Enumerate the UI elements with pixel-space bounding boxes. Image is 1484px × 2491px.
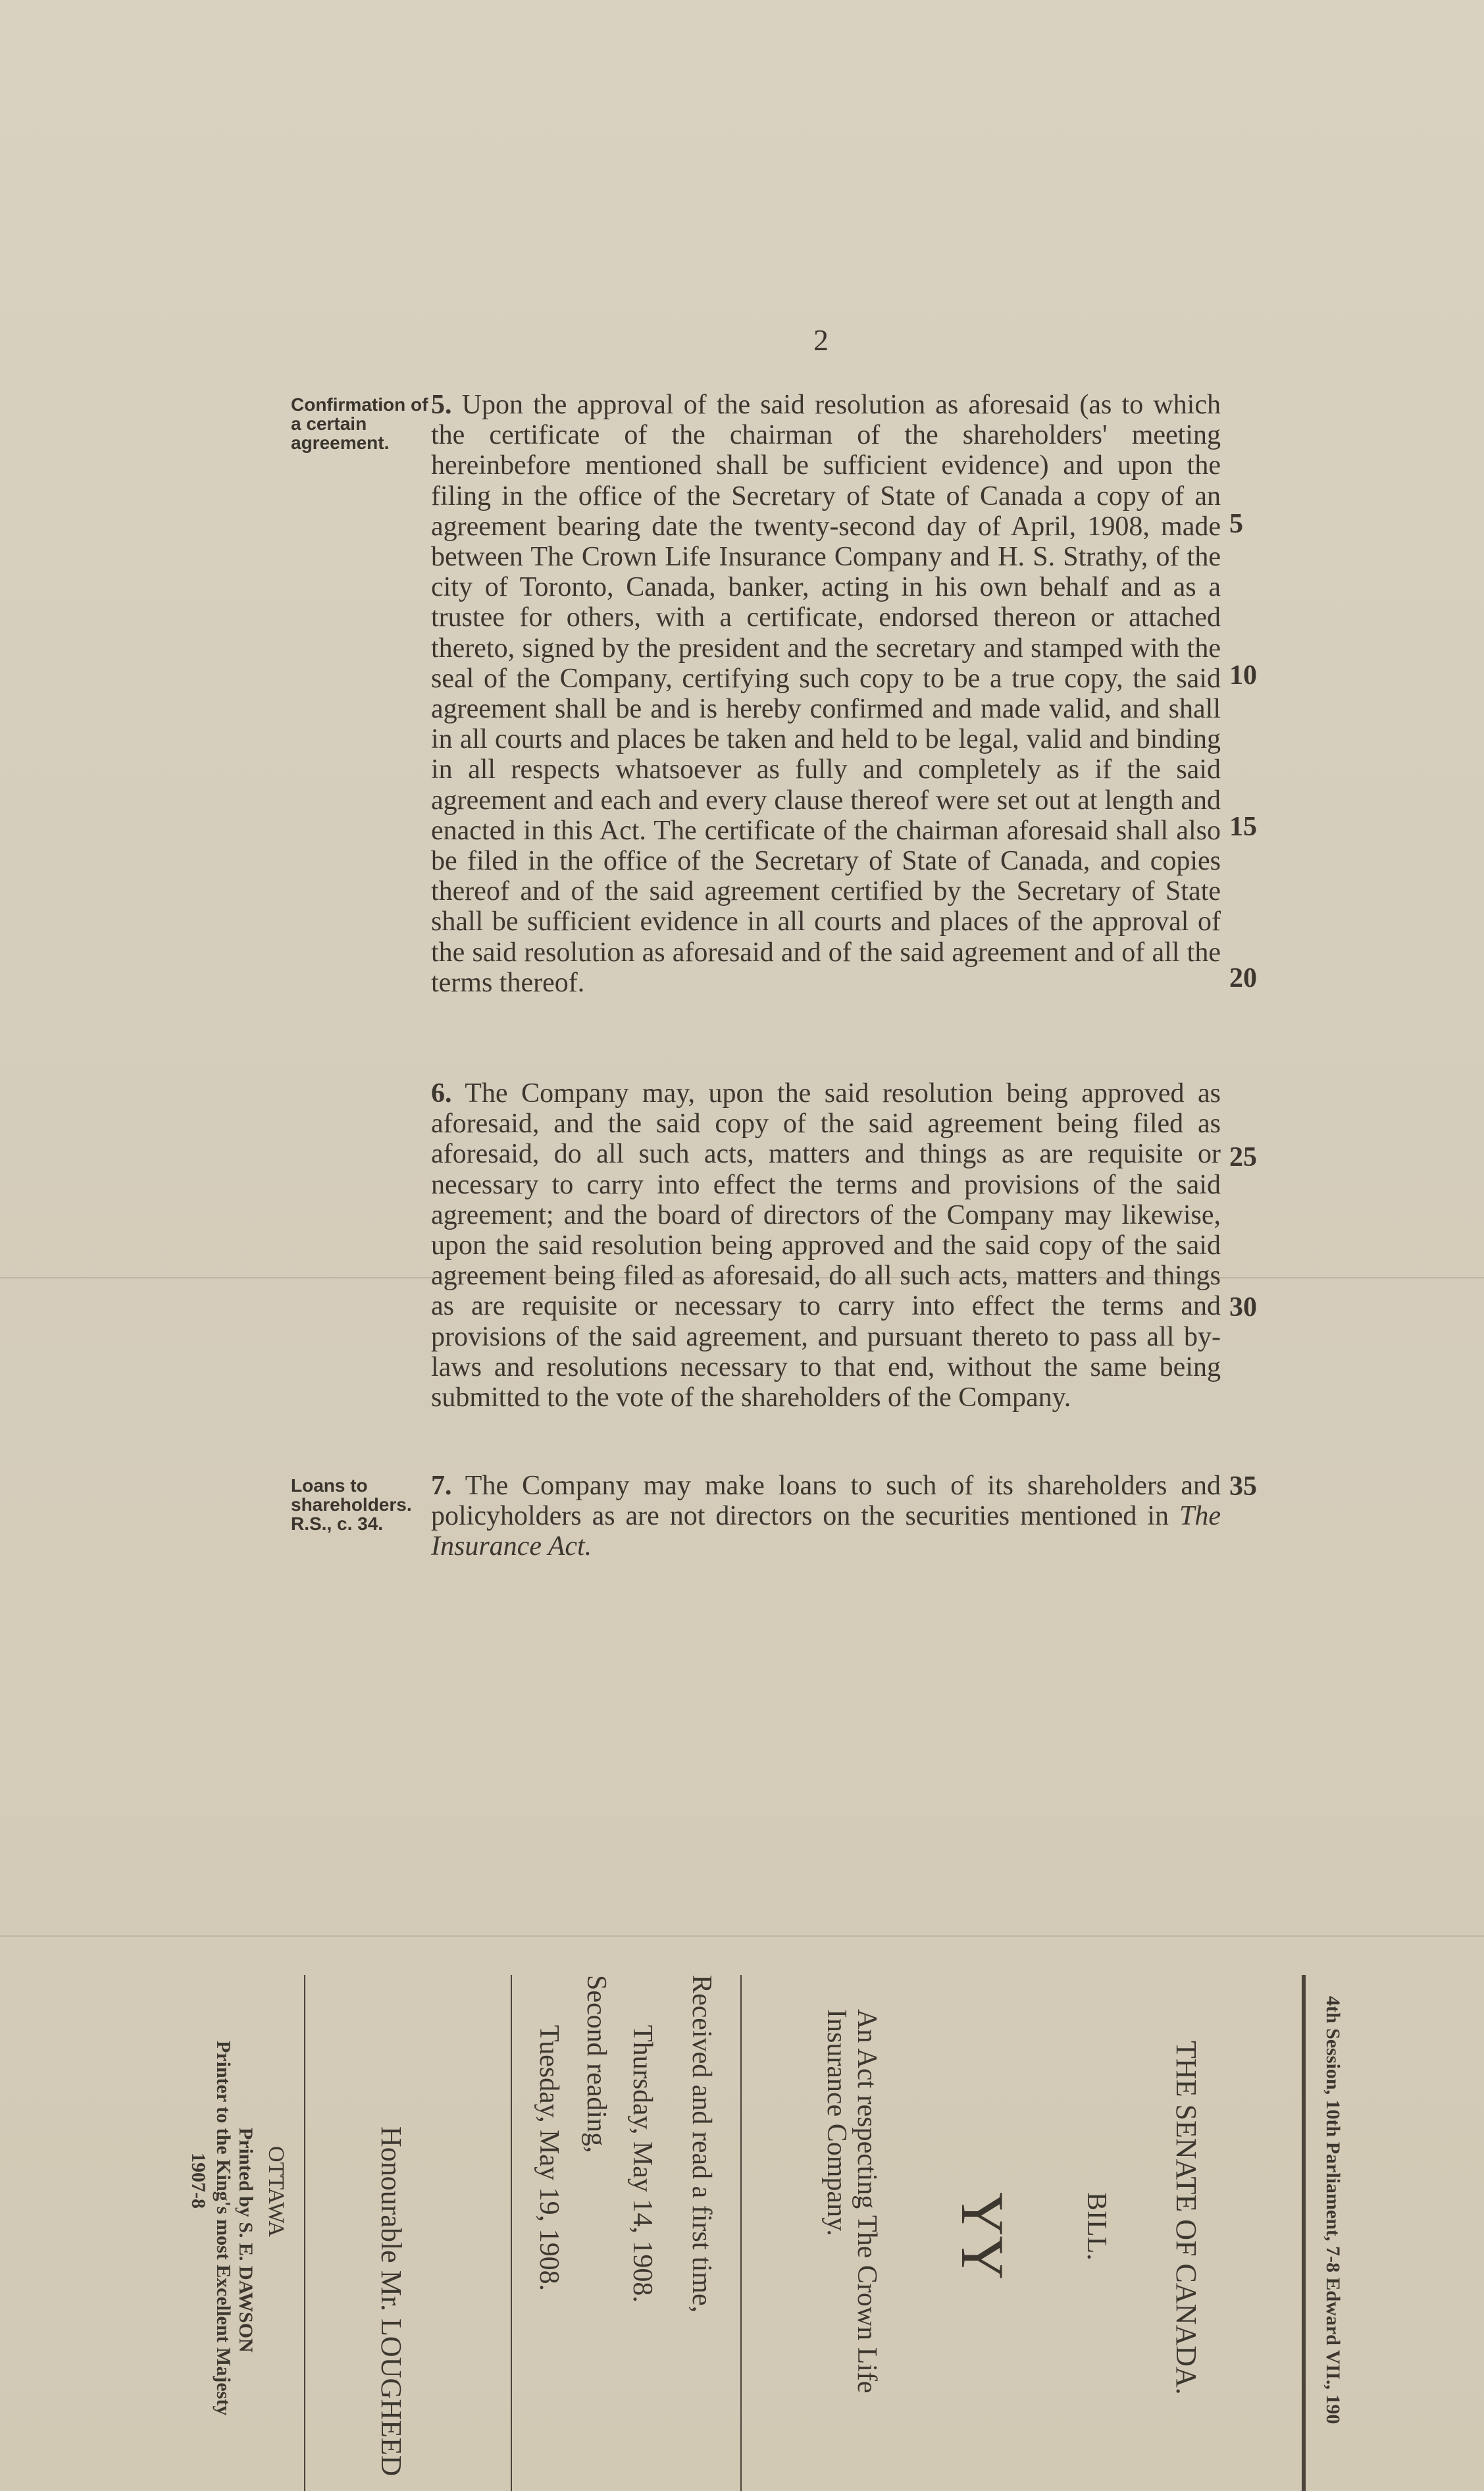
line-number: 30	[1229, 1292, 1257, 1323]
line-number: 10	[1229, 660, 1257, 691]
margin-note-confirmation: Confirmation of a certain agreement.	[291, 394, 428, 453]
line-number: 20	[1229, 963, 1257, 993]
cover-bill-letter: YY	[949, 2192, 1016, 2280]
section-text: The Company may, upon the said resolution being approved as aforesaid, and the said copy of the said agreement being filed as aforesaid, do all such acts, matters and things as are requisite or necessary to carry into effect the terms and provisions of the said agreement; and the board of directors of the Company may likewise, upon the said resolution being approved and the said copy of the said agreement being filed as aforesaid, do all such acts, matters and things as are requisite or necessary to carry into effect the terms and provisions of the said agreement, and pursuant thereto to pass all by-laws and resolutions necessary to that end, without the same being submitted to the vote of the shareholders of the Company.	[431, 1078, 1221, 1413]
paper-fold	[0, 1935, 1484, 1937]
line-number: 15	[1229, 812, 1257, 842]
section-text: Upon the approval of the said resolution as aforesaid (as to which the certificate of the chairman of the shareholders' meeting hereinbefore mentioned shall be sufficient evidence) and upon the filing in the office of the Secretary of State of Canada a copy of an agreement bearing date the twenty-second day of April, 1908, made between The Crown Life Insurance Company and H. S. Strathy, of the city of Toronto, Canada, banker, acting in his own behalf and as a trustee for others, with a certificate, endorsed thereon or attached thereto, signed by the president and the secretary and stamped with the seal of the Company, certifying such copy to be a true copy, the said agreement shall be and is hereby confirmed and made valid, and shall in all courts and places be taken and held to be legal, valid and binding in all respects whatsoever as fully and completely as if the said agreement and each and every clause thereof were set out at length and enacted in this Act. The certificate of the chairman aforesaid shall also be filed in the office of the Secretary of State of Canada, and copies thereof and of the said agreement certified by the Secretary of State shall be sufficient evidence in all courts and places of the approval of the said resolution as aforesaid and of the said agreement and of all the terms thereof.	[431, 390, 1221, 998]
cover-act-title: An Act respecting The Crown Life Insurance Company.	[821, 2009, 882, 2394]
cover-rule	[304, 1975, 305, 2491]
section-number: 5.	[431, 390, 452, 420]
cover-rule	[740, 1975, 742, 2491]
section-6	[431, 1078, 1221, 1413]
cover-rule	[511, 1975, 512, 2491]
line-number: 35	[1229, 1471, 1257, 1502]
cover-printer-title: Printer to the King's most Excellent Majesty	[213, 2041, 234, 2416]
cover-rule-heavy	[1302, 1975, 1306, 2491]
cover-bill: BILL.	[1081, 2192, 1112, 2261]
cover-years: 1907-8	[188, 2153, 209, 2209]
cover-first-reading-label: Received and read a first time,	[686, 1975, 717, 2313]
cover-city: OTTAWA	[264, 2146, 288, 2238]
section-7	[431, 1471, 1221, 1562]
section-number: 7.	[431, 1471, 452, 1501]
back-cover	[0, 1942, 1484, 2491]
cover-first-reading-date: Thursday, May 14, 1908.	[627, 2025, 657, 2303]
section-number: 6.	[431, 1078, 452, 1109]
section-5	[431, 390, 1221, 998]
cover-second-reading-label: Second reading,	[581, 1975, 611, 2153]
cover-session: 4th Session, 10th Parliament, 7-8 Edward VII., 190	[1322, 1996, 1344, 2425]
section-text: The Company may make loans to such of its shareholders and policyholders as are not directors on the securities mentioned in	[431, 1471, 1221, 1532]
cover-second-reading-date: Tuesday, May 19, 1908.	[534, 2025, 564, 2292]
page-number: 2	[813, 323, 829, 357]
line-number: 25	[1229, 1142, 1257, 1172]
cover-senate: THE SENATE OF CANADA.	[1170, 2041, 1202, 2395]
line-number: 5	[1229, 509, 1243, 539]
cover-printer: Printed by S. E. DAWSON	[235, 2128, 257, 2353]
act-name: The Insurance Act.	[431, 1501, 1221, 1562]
cover-sponsor: Honourable Mr. LOUGHEED	[375, 2126, 407, 2477]
margin-note-loans: Loans to shareholders. R.S., c. 34.	[291, 1475, 412, 1534]
